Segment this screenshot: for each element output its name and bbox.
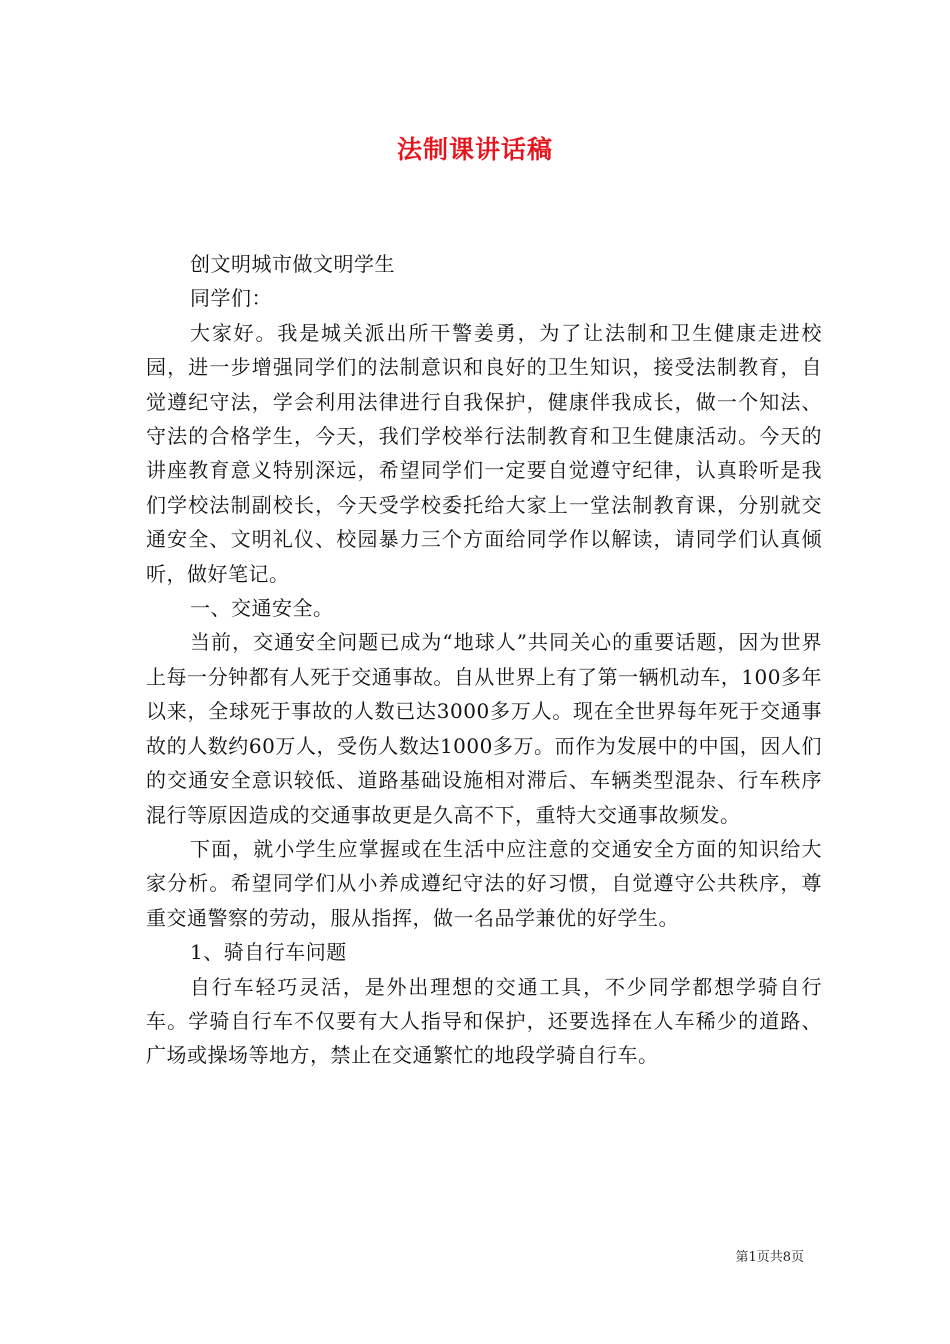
subheading-bicycle: 1、骑自行车问题 (190, 940, 347, 965)
paragraph-traffic-advice: 下面，就小学生应掌握或在生活中应注意的交通安全方面的知识给大家分析。希望同学们从小养成遵纪守法的好习惯，自觉遵守公共秩序，尊重交通警察的劳动，服从指挥，做一名品学兼优的好学生。 (146, 836, 822, 930)
page-number: 第1页共8页 (735, 1250, 804, 1265)
paragraph-subtitle: 创文明城市做文明学生 (190, 252, 395, 276)
paragraph-traffic-situation: 当前，交通安全问题已成为“地球人”共同关心的重要话题，因为世界上每一分钟都有人死于交通事故。自从世界上有了第一辆机动车，100多年以来，全球死于事故的人数已达3000多万人。现在全世界每年死于交通事故的人数约60万人，受伤人数达1000多万。而作为发展中的中国，因人们的交通安全意识较低、道路基础设施相对滞后、车辆类型混杂、行车秩序混行等原因造成的交通事故更是久高不下，重特大交通事故频发。 (146, 630, 822, 827)
paragraph-salutation: 同学们： (190, 286, 272, 311)
paragraph-introduction: 大家好。我是城关派出所干警姜勇，为了让法制和卫生健康走进校园，进一步增强同学们的法制意识和良好的卫生知识，接受法制教育，自觉遵纪守法，学会利用法律进行自我保护，健康伴我成长，做一个知法、守法的合格学生，今天，我们学校举行法制教育和卫生健康活动。今天的讲座教育意义特别深远，希望同学们一定要自觉遵守纪律，认真聆听是我们学校法制副校长，今天受学校委托给大家上一堂法制教育课，分别就交通安全、文明礼仪、校园暴力三个方面给同学作以解读，请同学们认真倾听，做好笔记。 (146, 320, 822, 586)
paragraph-bicycle: 自行车轻巧灵活，是外出理想的交通工具，不少同学都想学骑自行车。学骑自行车不仅要有大人指导和保护，还要选择在人车稀少的道路、广场或操场等地方，禁止在交通繁忙的地段学骑自行车。 (146, 974, 822, 1068)
document-title: 法制课讲话稿 (396, 135, 553, 164)
document-body (146, 247, 822, 1073)
section-heading-traffic-safety: 一、交通安全。 (190, 596, 334, 621)
